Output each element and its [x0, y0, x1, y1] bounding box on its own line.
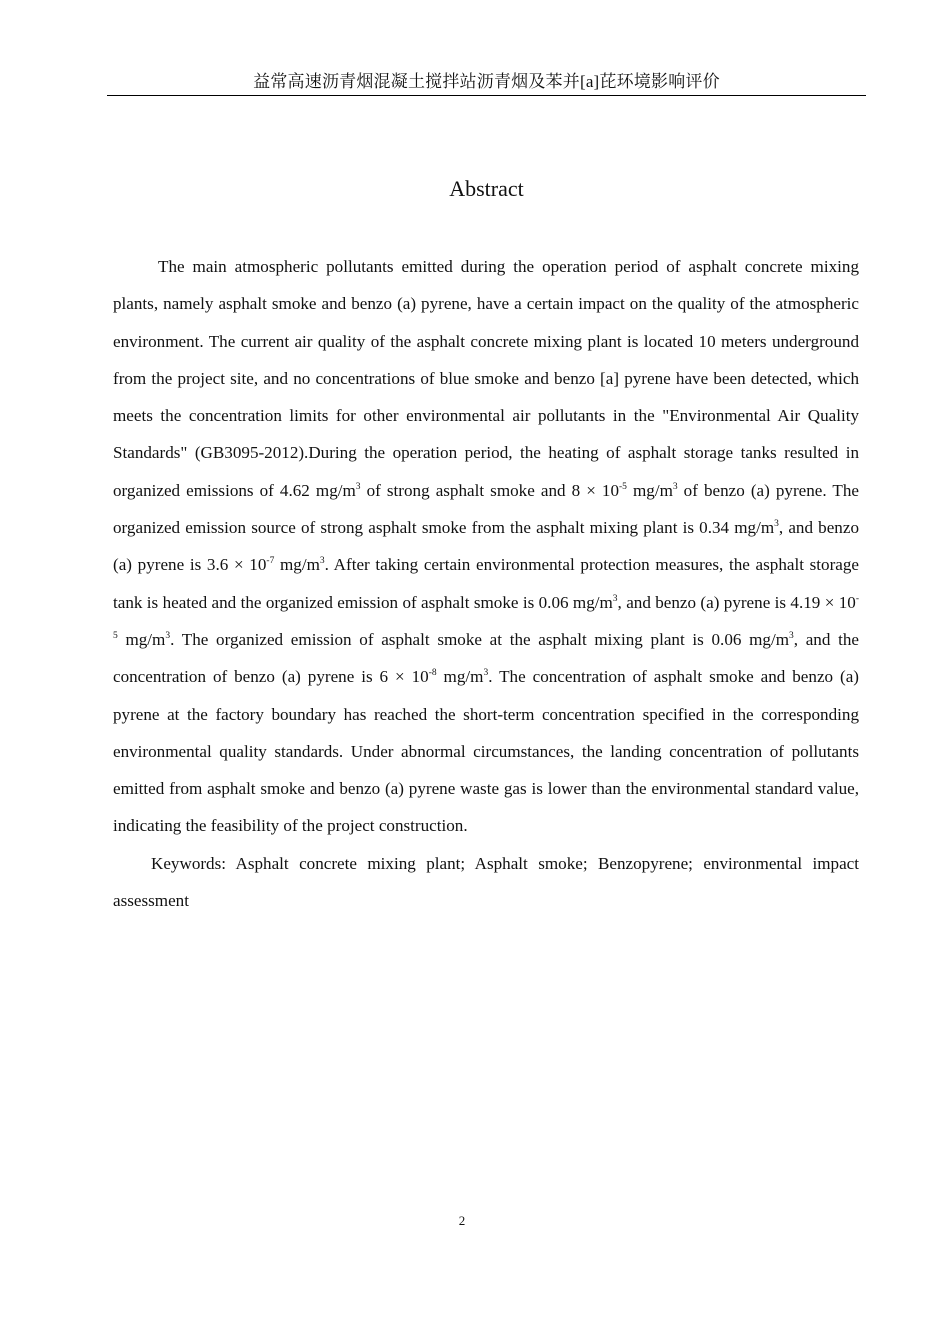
superscript: 3 [319, 556, 325, 567]
keywords-paragraph: Keywords: Asphalt concrete mixing plant; Asphalt smoke; Benzopyrene; environmental impact assessment [113, 853, 859, 911]
abstract-title: Abstract [449, 176, 524, 201]
abstract-text-segment: of benzo (a) pyrene. The organized emission source of strong asphalt smoke from the asphalt mixing plant is 0.34 mg/m [113, 480, 859, 538]
abstract-text-segment: , and benzo (a) pyrene is 4.19 × 10 [617, 592, 856, 612]
abstract-text-segment: mg/m [436, 667, 484, 687]
abstract-text-segment: . The organized emission of asphalt smoke at the asphalt mixing plant is 0.06 mg/m [170, 629, 789, 649]
superscript: 3 [672, 481, 678, 492]
superscript: -7 [266, 556, 275, 567]
abstract-text-segment: , and the concentration of benzo (a) pyrene is 6 × 10 [113, 629, 859, 687]
page-number: 2 [458, 1213, 466, 1228]
superscript: -5 [113, 593, 859, 641]
superscript: 3 [789, 630, 794, 641]
abstract-text-segment: mg/m [274, 555, 320, 575]
superscript: 3 [774, 518, 779, 529]
superscript: 3 [165, 630, 171, 641]
abstract-text-segment: of strong asphalt smoke and 8 × 10 [360, 480, 619, 500]
superscript: -5 [619, 481, 627, 492]
abstract-text-segment: mg/m [117, 629, 166, 649]
superscript: 3 [355, 481, 361, 492]
abstract-text-segment: mg/m [626, 480, 673, 500]
abstract-text-segment: The main atmospheric pollutants emitted during the operation period of asphalt concrete mixing plants, namely asphalt smoke and benzo (a) pyrene, have a certain impact on the quality of the atmospheric environment. The current air quality of the asphalt concrete mixing plant is located 10 meters underground from the project site, and no concentrations of blue smoke and benzo [a] pyrene have been detected, which meets the concentration limits for other environmental air pollutants in the "Environmental Air Quality Standards" (GB3095-2012).During the operation period, the heating of asphalt storage tanks resulted in organized emissions of 4.62 mg/m [113, 257, 859, 500]
abstract-text-segment: . After taking certain environmental protection measures, the asphalt storage tank is heated and the organized emission of asphalt smoke is 0.06 mg/m [113, 555, 859, 612]
abstract-text-segment: , and benzo (a) pyrene is 3.6 × 10 [113, 518, 859, 575]
abstract-body [113, 248, 859, 919]
superscript: 3 [612, 593, 618, 604]
running-header: 益常高速沥青烟混凝土搅拌站沥青烟及苯并[a]芘环境影响评价 [107, 68, 866, 96]
abstract-text-segment: . The concentration of asphalt smoke and benzo (a) pyrene at the factory boundary has reached the short-term concentration specified in the corresponding environmental quality standards. Under abnormal circumstances, the landing concentration of pollutants emitted from asphalt smoke and benzo (a) pyrene waste gas is lower than the environmental standard value, indicating the feasibility of the project construction. [113, 667, 859, 836]
superscript: -8 [428, 668, 437, 679]
abstract-paragraph [113, 248, 859, 845]
superscript: 3 [483, 668, 489, 679]
